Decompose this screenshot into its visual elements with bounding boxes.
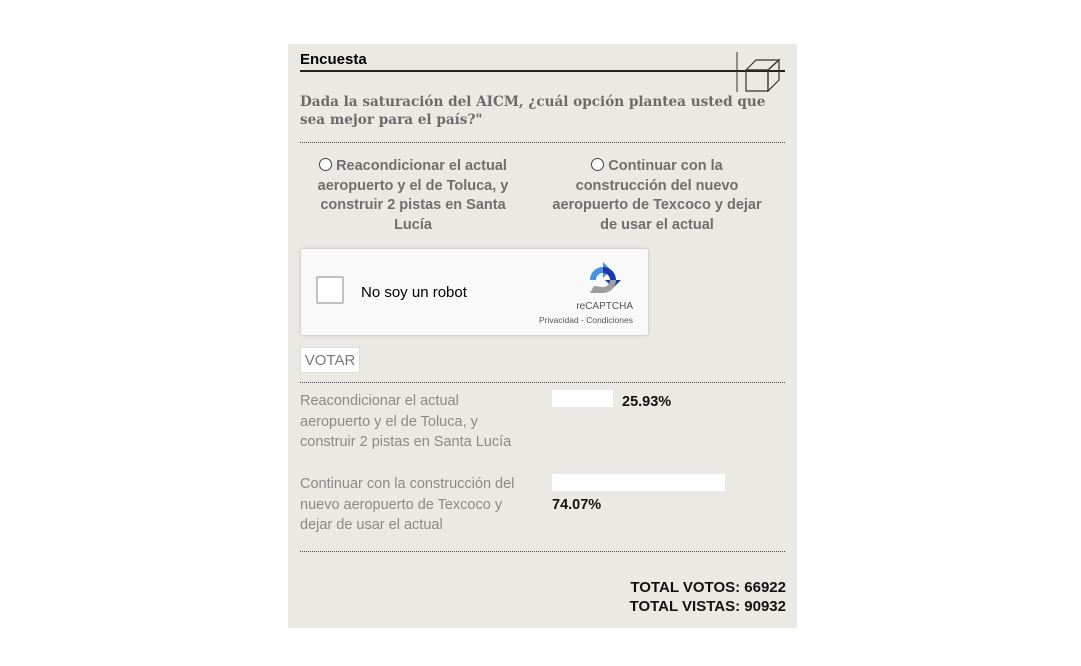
divider — [300, 142, 785, 143]
poll-totals — [630, 578, 786, 616]
poll-widget — [288, 44, 797, 628]
result-percent-2: 74.07% — [552, 497, 602, 513]
recaptcha-logo-icon — [584, 261, 622, 299]
recaptcha-brand: reCAPTCHA — [576, 301, 633, 312]
recaptcha-links[interactable]: Privacidad - Condiciones — [538, 315, 633, 325]
option-label: Reacondicionar el actual aeropuerto y el de Toluca, y construir 2 pistas en Santa Lucía — [317, 158, 509, 233]
result-label-1: Reacondicionar el actual aeropuerto y el de Toluca, y construir 2 pistas en Santa Lucía — [300, 393, 512, 450]
divider — [300, 382, 785, 383]
result-label-2: Continuar con la construcción del nuevo aeropuerto de Texcoco y dejar de usar el actual — [300, 476, 515, 533]
captcha-label: No soy un robot — [361, 284, 467, 301]
poll-option-1[interactable] — [308, 157, 518, 235]
vote-button[interactable]: VOTAR — [300, 347, 360, 373]
cube-icon — [734, 52, 785, 92]
total-views: TOTAL VISTAS: 90932 — [629, 598, 786, 615]
result-bar-1 — [552, 390, 613, 407]
poll-question: Dada la saturación del AICM, ¿cuál opción plantea usted que sea mejor para el país?" — [300, 94, 766, 128]
divider — [300, 551, 785, 552]
recaptcha-widget — [300, 248, 649, 336]
result-bar-2 — [552, 474, 725, 491]
captcha-checkbox[interactable] — [316, 276, 344, 304]
result-percent-1: 25.93% — [622, 394, 672, 410]
poll-title: Encuesta — [300, 51, 367, 68]
option-label: Continuar con la construcción del nuevo aeropuerto de Texcoco y dejar de usar el actual — [552, 158, 762, 233]
total-votes: TOTAL VOTOS: 66922 — [630, 579, 786, 596]
radio-button[interactable] — [591, 158, 604, 171]
radio-button[interactable] — [319, 158, 332, 171]
poll-option-2[interactable] — [552, 157, 762, 235]
title-divider — [300, 70, 785, 72]
